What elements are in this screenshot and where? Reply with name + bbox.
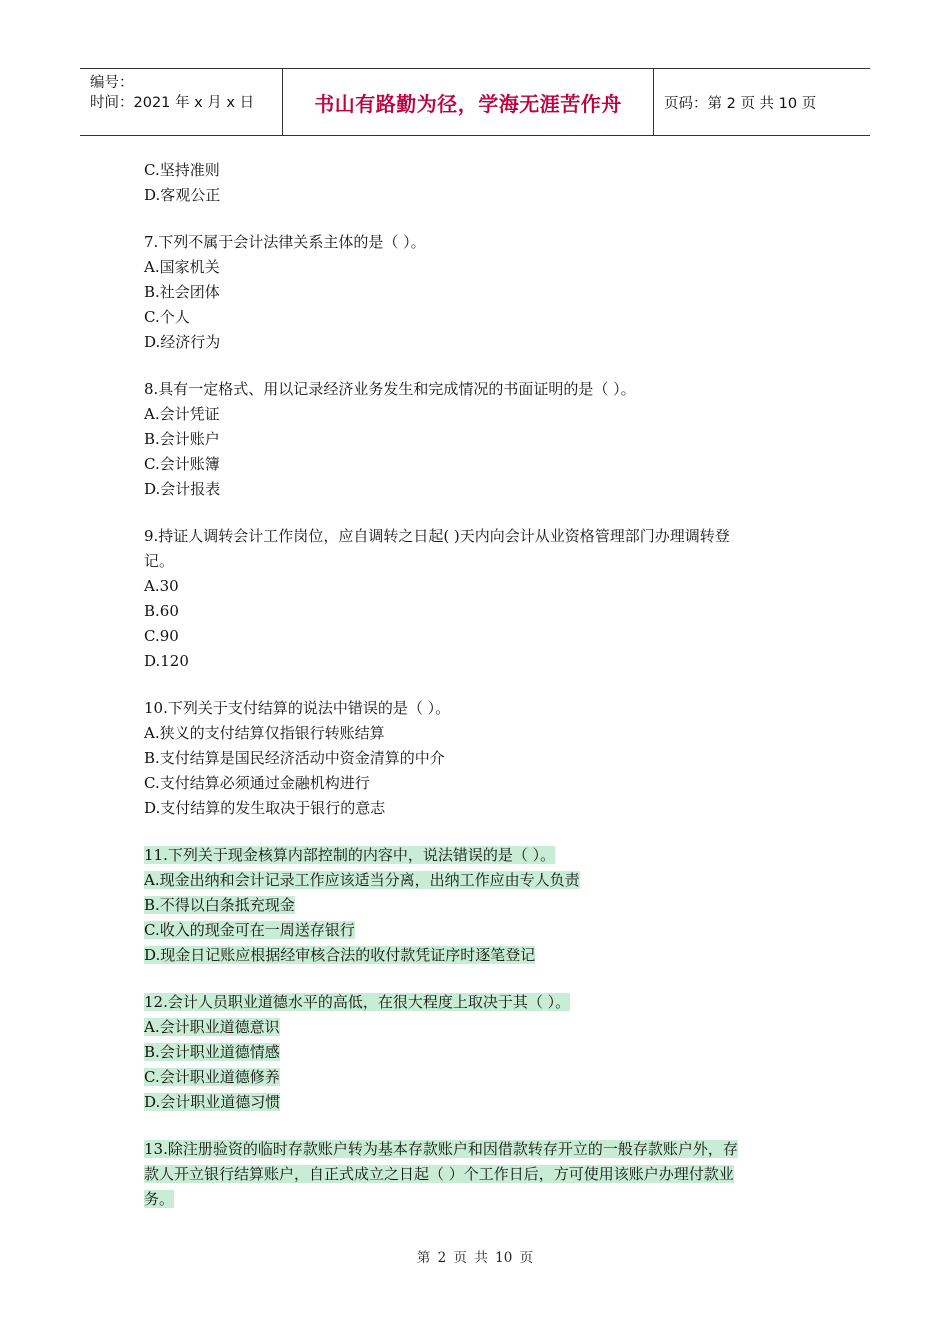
answer-option: C.90 — [144, 627, 179, 645]
document-number-label: 编号： — [90, 75, 134, 91]
question-block — [144, 1137, 810, 1212]
question-stem-line — [144, 230, 810, 255]
answer-option-line — [144, 1040, 810, 1065]
answer-option: A.30 — [144, 577, 179, 595]
question-stem: 务。 — [144, 1190, 175, 1208]
answer-option-line — [144, 943, 810, 968]
question-block — [144, 990, 810, 1115]
answer-option: A.会计凭证 — [144, 405, 220, 423]
answer-option: C.坚持准则 — [144, 161, 220, 179]
answer-option-line — [144, 868, 810, 893]
answer-option: B.支付结算是国民经济活动中资金清算的中介 — [144, 749, 445, 767]
question-stem: 11.下列关于现金核算内部控制的内容中，说法错误的是（ ）。 — [144, 846, 556, 864]
answer-option: C.会计账簿 — [144, 455, 220, 473]
question-stem: 12.会计人员职业道德水平的高低，在很大程度上取决于其（ ）。 — [144, 993, 571, 1011]
answer-option-line — [144, 599, 810, 624]
answer-option-line — [144, 477, 810, 502]
header-meta — [80, 69, 282, 135]
answer-option: C.个人 — [144, 308, 190, 326]
question-block — [144, 230, 810, 355]
answer-option-line — [144, 402, 810, 427]
question-stem: 8.具有一定格式、用以记录经济业务发生和完成情况的书面证明的是（ ）。 — [144, 380, 636, 398]
question-stem-line — [144, 696, 810, 721]
question-stem: 9.持证人调转会计工作岗位，应自调转之日起( )天内向会计从业资格管理部门办理调转登 — [144, 527, 730, 545]
answer-option: A.现金出纳和会计记录工作应该适当分离，出纳工作应由专人负责 — [144, 871, 580, 889]
answer-option-line — [144, 255, 810, 280]
question-stem-line — [144, 1162, 810, 1187]
header-motto: 书山有路勤为径，学海无涯苦作舟 — [282, 69, 654, 135]
answer-option-line — [144, 305, 810, 330]
answer-option: D.经济行为 — [144, 333, 221, 351]
answer-option: D.会计职业道德习惯 — [144, 1093, 281, 1111]
answer-option: D.支付结算的发生取决于银行的意志 — [144, 799, 386, 817]
question-stem: 13.除注册验资的临时存款账户转为基本存款账户和因借款转存开立的一般存款账户外，存 — [144, 1140, 738, 1158]
answer-option-line — [144, 574, 810, 599]
question-list — [144, 158, 810, 1234]
question-block — [144, 843, 810, 968]
answer-option-line — [144, 649, 810, 674]
answer-option-line — [144, 918, 810, 943]
answer-option: A.国家机关 — [144, 258, 220, 276]
answer-option: C.收入的现金可在一周送存银行 — [144, 921, 355, 939]
page-footer: 第 2 页 共 10 页 — [416, 1250, 534, 1266]
answer-option-line — [144, 796, 810, 821]
answer-option-line — [144, 427, 810, 452]
question-stem-line — [144, 524, 810, 549]
question-stem: 记。 — [144, 552, 175, 570]
question-stem: 10.下列关于支付结算的说法中错误的是（ ）。 — [144, 699, 451, 717]
answer-option-line — [144, 721, 810, 746]
answer-option: B.60 — [144, 602, 179, 620]
answer-option: D.会计报表 — [144, 480, 221, 498]
answer-option-line — [144, 1090, 810, 1115]
answer-option: B.社会团体 — [144, 283, 220, 301]
answer-option: A.狭义的支付结算仅指银行转账结算 — [144, 724, 385, 742]
question-stem: 7.下列不属于会计法律关系主体的是（ ）。 — [144, 233, 426, 251]
question-stem-line — [144, 990, 810, 1015]
answer-option: D.120 — [144, 652, 189, 670]
answer-option: D.现金日记账应根据经审核合法的收付款凭证序时逐笔登记 — [144, 946, 536, 964]
question-block — [144, 524, 810, 674]
answer-option-line — [144, 893, 810, 918]
page-header — [80, 68, 870, 136]
document-date-label: 时间：2021 年 x 月 x 日 — [90, 95, 255, 111]
answer-option: D.客观公正 — [144, 186, 221, 204]
answer-option-line — [144, 452, 810, 477]
question-stem: 款人开立银行结算账户，自正式成立之日起（ ）个工作日后，方可使用该账户办理付款业 — [144, 1165, 734, 1183]
answer-option: B.会计职业道德情感 — [144, 1043, 280, 1061]
answer-option-line — [144, 771, 810, 796]
question-stem-line — [144, 549, 810, 574]
answer-option-line — [144, 330, 810, 355]
answer-option-line — [144, 280, 810, 305]
question-stem-line — [144, 1187, 810, 1212]
question-stem-line — [144, 1137, 810, 1162]
question-block — [144, 158, 810, 208]
answer-option-line — [144, 183, 810, 208]
header-page-number: 页码：第 2 页 共 10 页 — [664, 95, 817, 112]
answer-option: C.会计职业道德修养 — [144, 1068, 280, 1086]
answer-option-line — [144, 624, 810, 649]
answer-option-line — [144, 746, 810, 771]
question-stem-line — [144, 377, 810, 402]
answer-option-line — [144, 1015, 810, 1040]
answer-option: C.支付结算必须通过金融机构进行 — [144, 774, 370, 792]
answer-option: B.会计账户 — [144, 430, 220, 448]
answer-option: B.不得以白条抵充现金 — [144, 896, 295, 914]
question-stem-line — [144, 843, 810, 868]
answer-option: A.会计职业道德意识 — [144, 1018, 280, 1036]
answer-option-line — [144, 158, 810, 183]
question-block — [144, 377, 810, 502]
question-block — [144, 696, 810, 821]
answer-option-line — [144, 1065, 810, 1090]
